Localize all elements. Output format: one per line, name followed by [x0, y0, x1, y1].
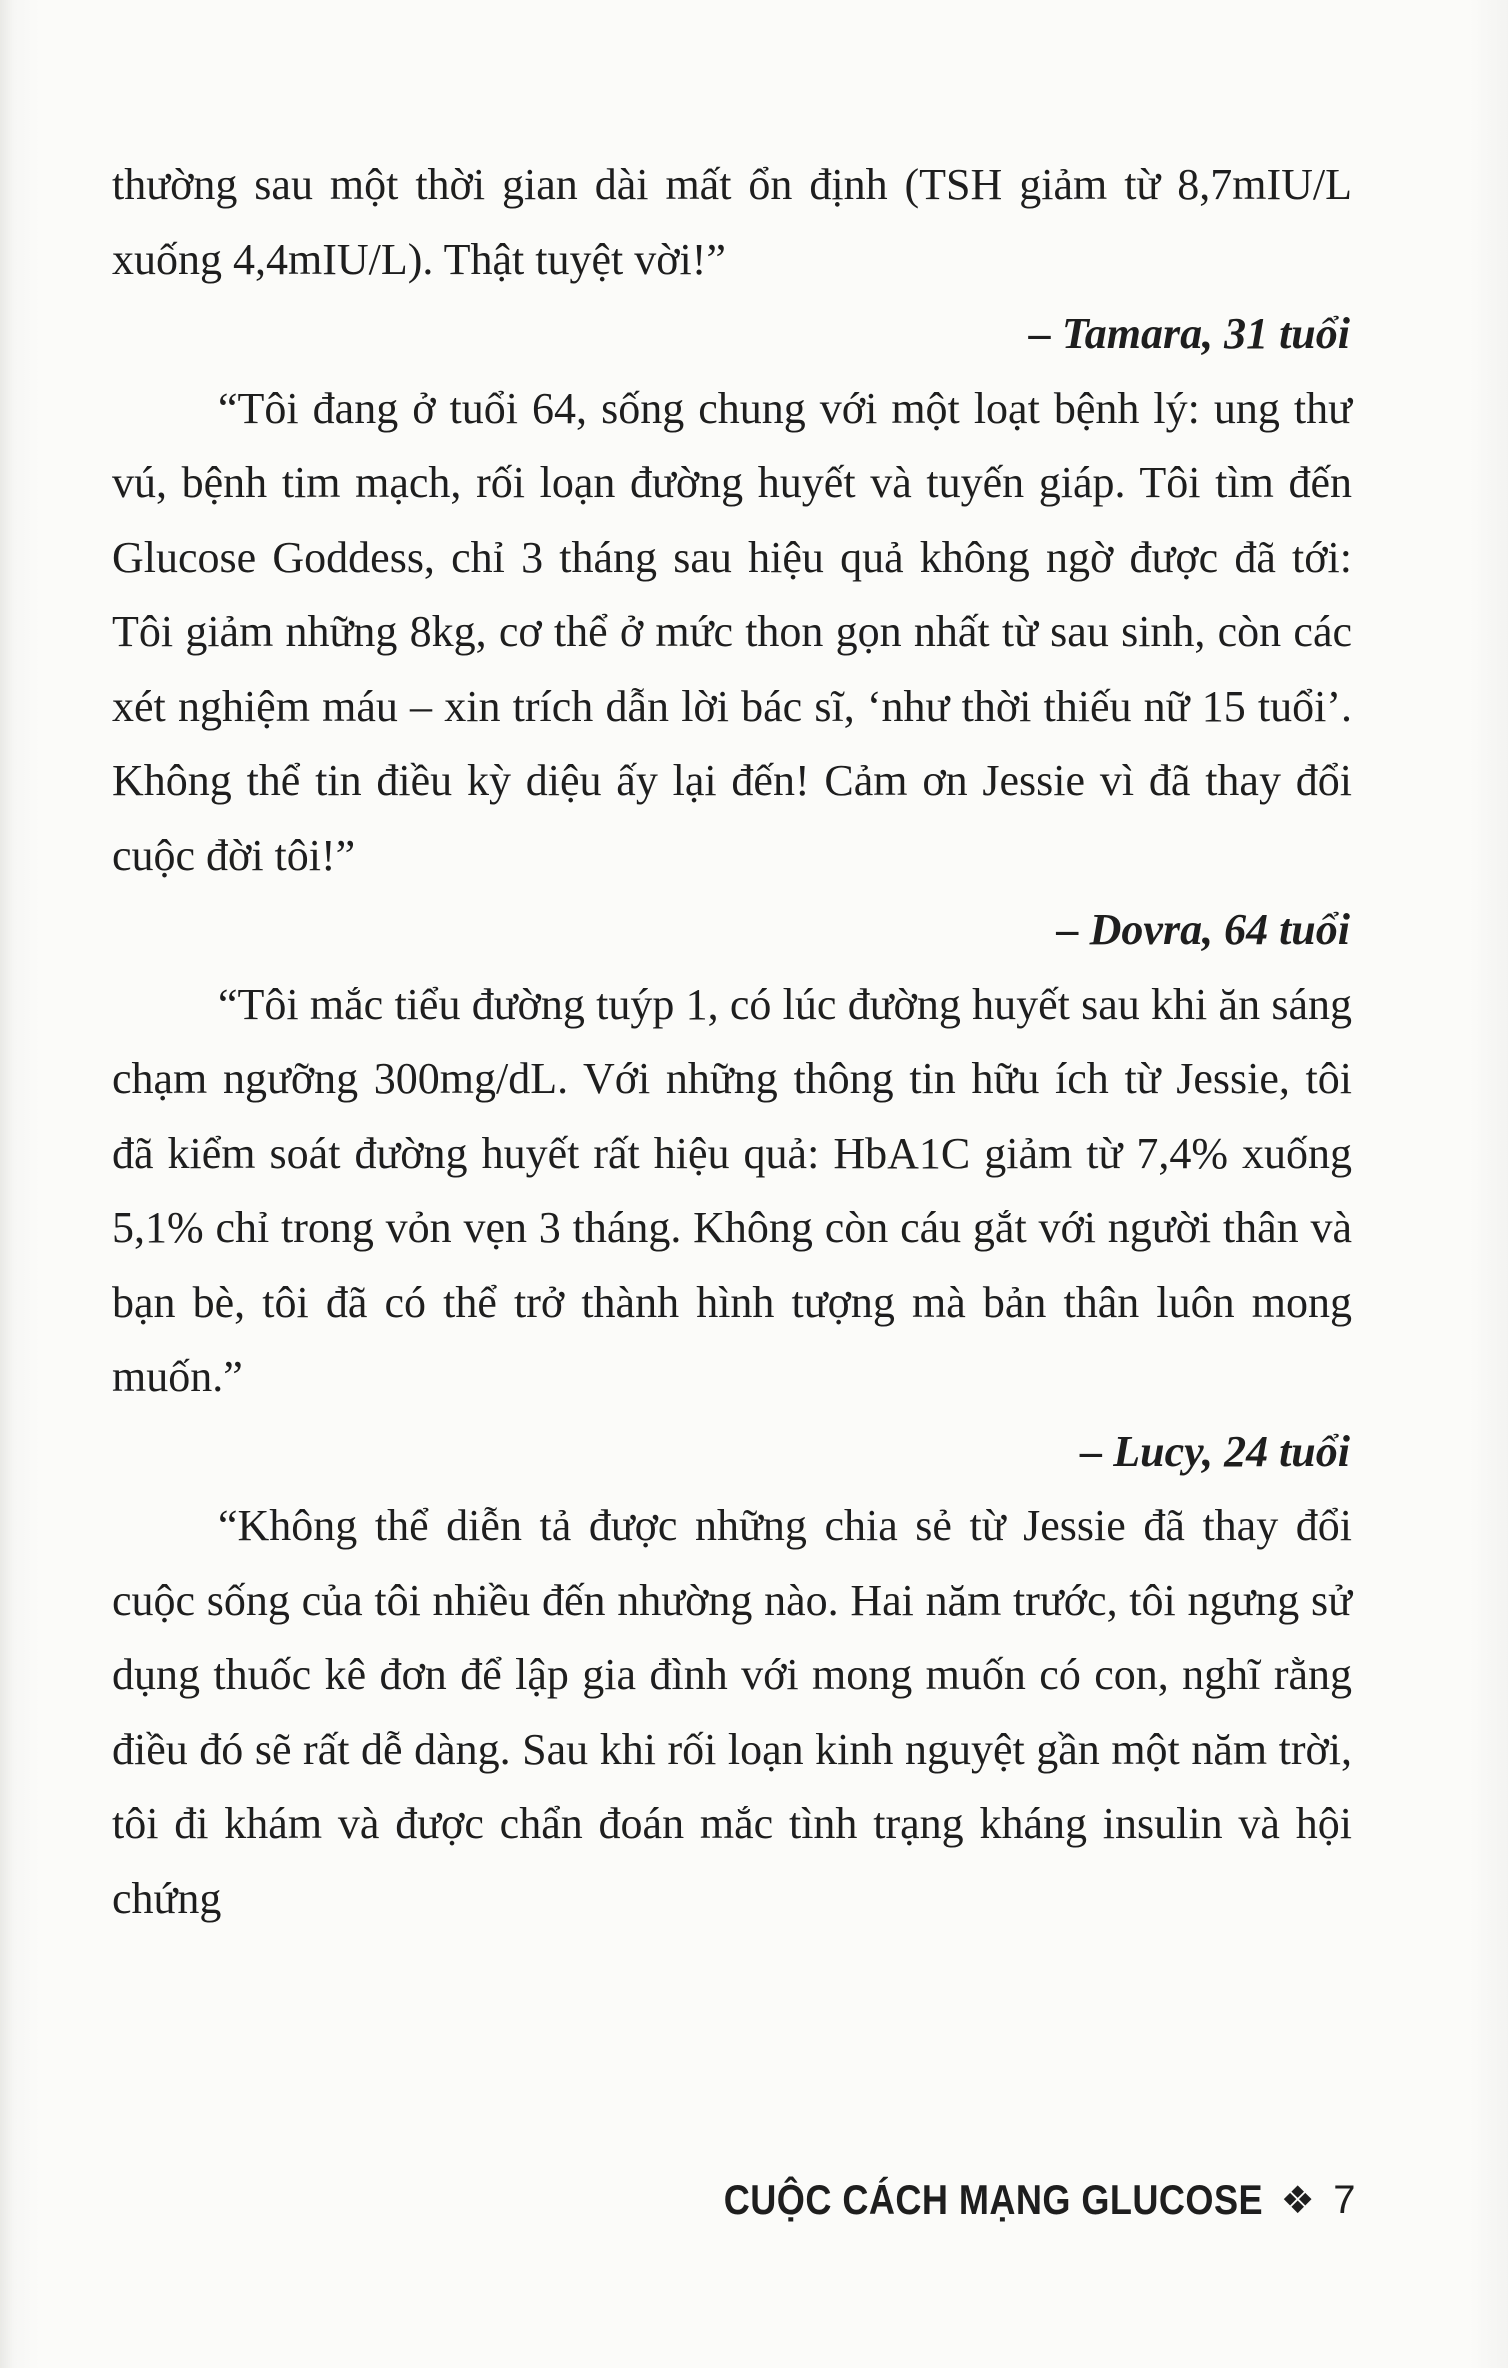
testimonial-paragraph: “Không thể diễn tả được những chia sẻ từ Jessie đã thay đổi cuộc sống của tôi nhiều đến nhường nào. Hai năm trước, tôi ngưng sử dụng thuốc kê đơn để lập gia đình với mong muốn có con, nghĩ rằng điều đó sẽ rất dễ dàng. Sau khi rối loạn kinh nguyệt gần một năm trời, tôi đi khám và được chẩn đoán mắc tình trạng kháng insulin và hội chứng	[112, 1501, 1352, 1923]
testimonial-paragraph: “Tôi đang ở tuổi 64, sống chung với một loạt bệnh lý: ung thư vú, bệnh tim mạch, rối loạn đường huyết và tuyến giáp. Tôi tìm đến Glucose Goddess, chỉ 3 tháng sau hiệu quả không ngờ được đã tới: Tôi giảm những 8kg, cơ thể ở mức thon gọn nhất từ sau sinh, còn các xét nghiệm máu – xin trích dẫn lời bác sĩ, ‘như thời thiếu nữ 15 tuổi’. Không thể tin điều kỳ diệu ấy lại đến! Cảm ơn Jessie vì đã thay đổi cuộc đời tôi!”	[112, 383, 1352, 880]
page-number: 7	[1333, 2177, 1356, 2222]
testimonial-paragraph: thường sau một thời gian dài mất ổn định (TSH giảm từ 8,7mIU/L xuống 4,4mIU/L). Thật tuyệt vời!”	[112, 160, 1352, 284]
body-text	[112, 148, 1352, 1936]
testimonial-paragraph: “Tôi mắc tiểu đường tuýp 1, có lúc đường huyết sau khi ăn sáng chạm ngưỡng 300mg/dL. Với những thông tin hữu ích từ Jessie, tôi đã kiểm soát đường huyết rất hiệu quả: HbA1C giảm từ 7,4% xuống 5,1% chỉ trong vỏn vẹn 3 tháng. Không còn cáu gắt với người thân và bạn bè, tôi đã có thể trở thành hình tượng mà bản thân luôn mong muốn.”	[112, 979, 1352, 1401]
testimonial-attribution: – Tamara, 31 tuổi	[1028, 309, 1350, 358]
ornament-icon: ❖	[1280, 2178, 1316, 2222]
page-footer	[636, 2176, 1356, 2224]
testimonial-attribution: – Lucy, 24 tuổi	[1080, 1426, 1350, 1476]
running-title: CUỘC CÁCH MẠNG GLUCOSE	[723, 2176, 1263, 2223]
testimonial-attribution: – Dovra, 64 tuổi	[1056, 905, 1350, 954]
